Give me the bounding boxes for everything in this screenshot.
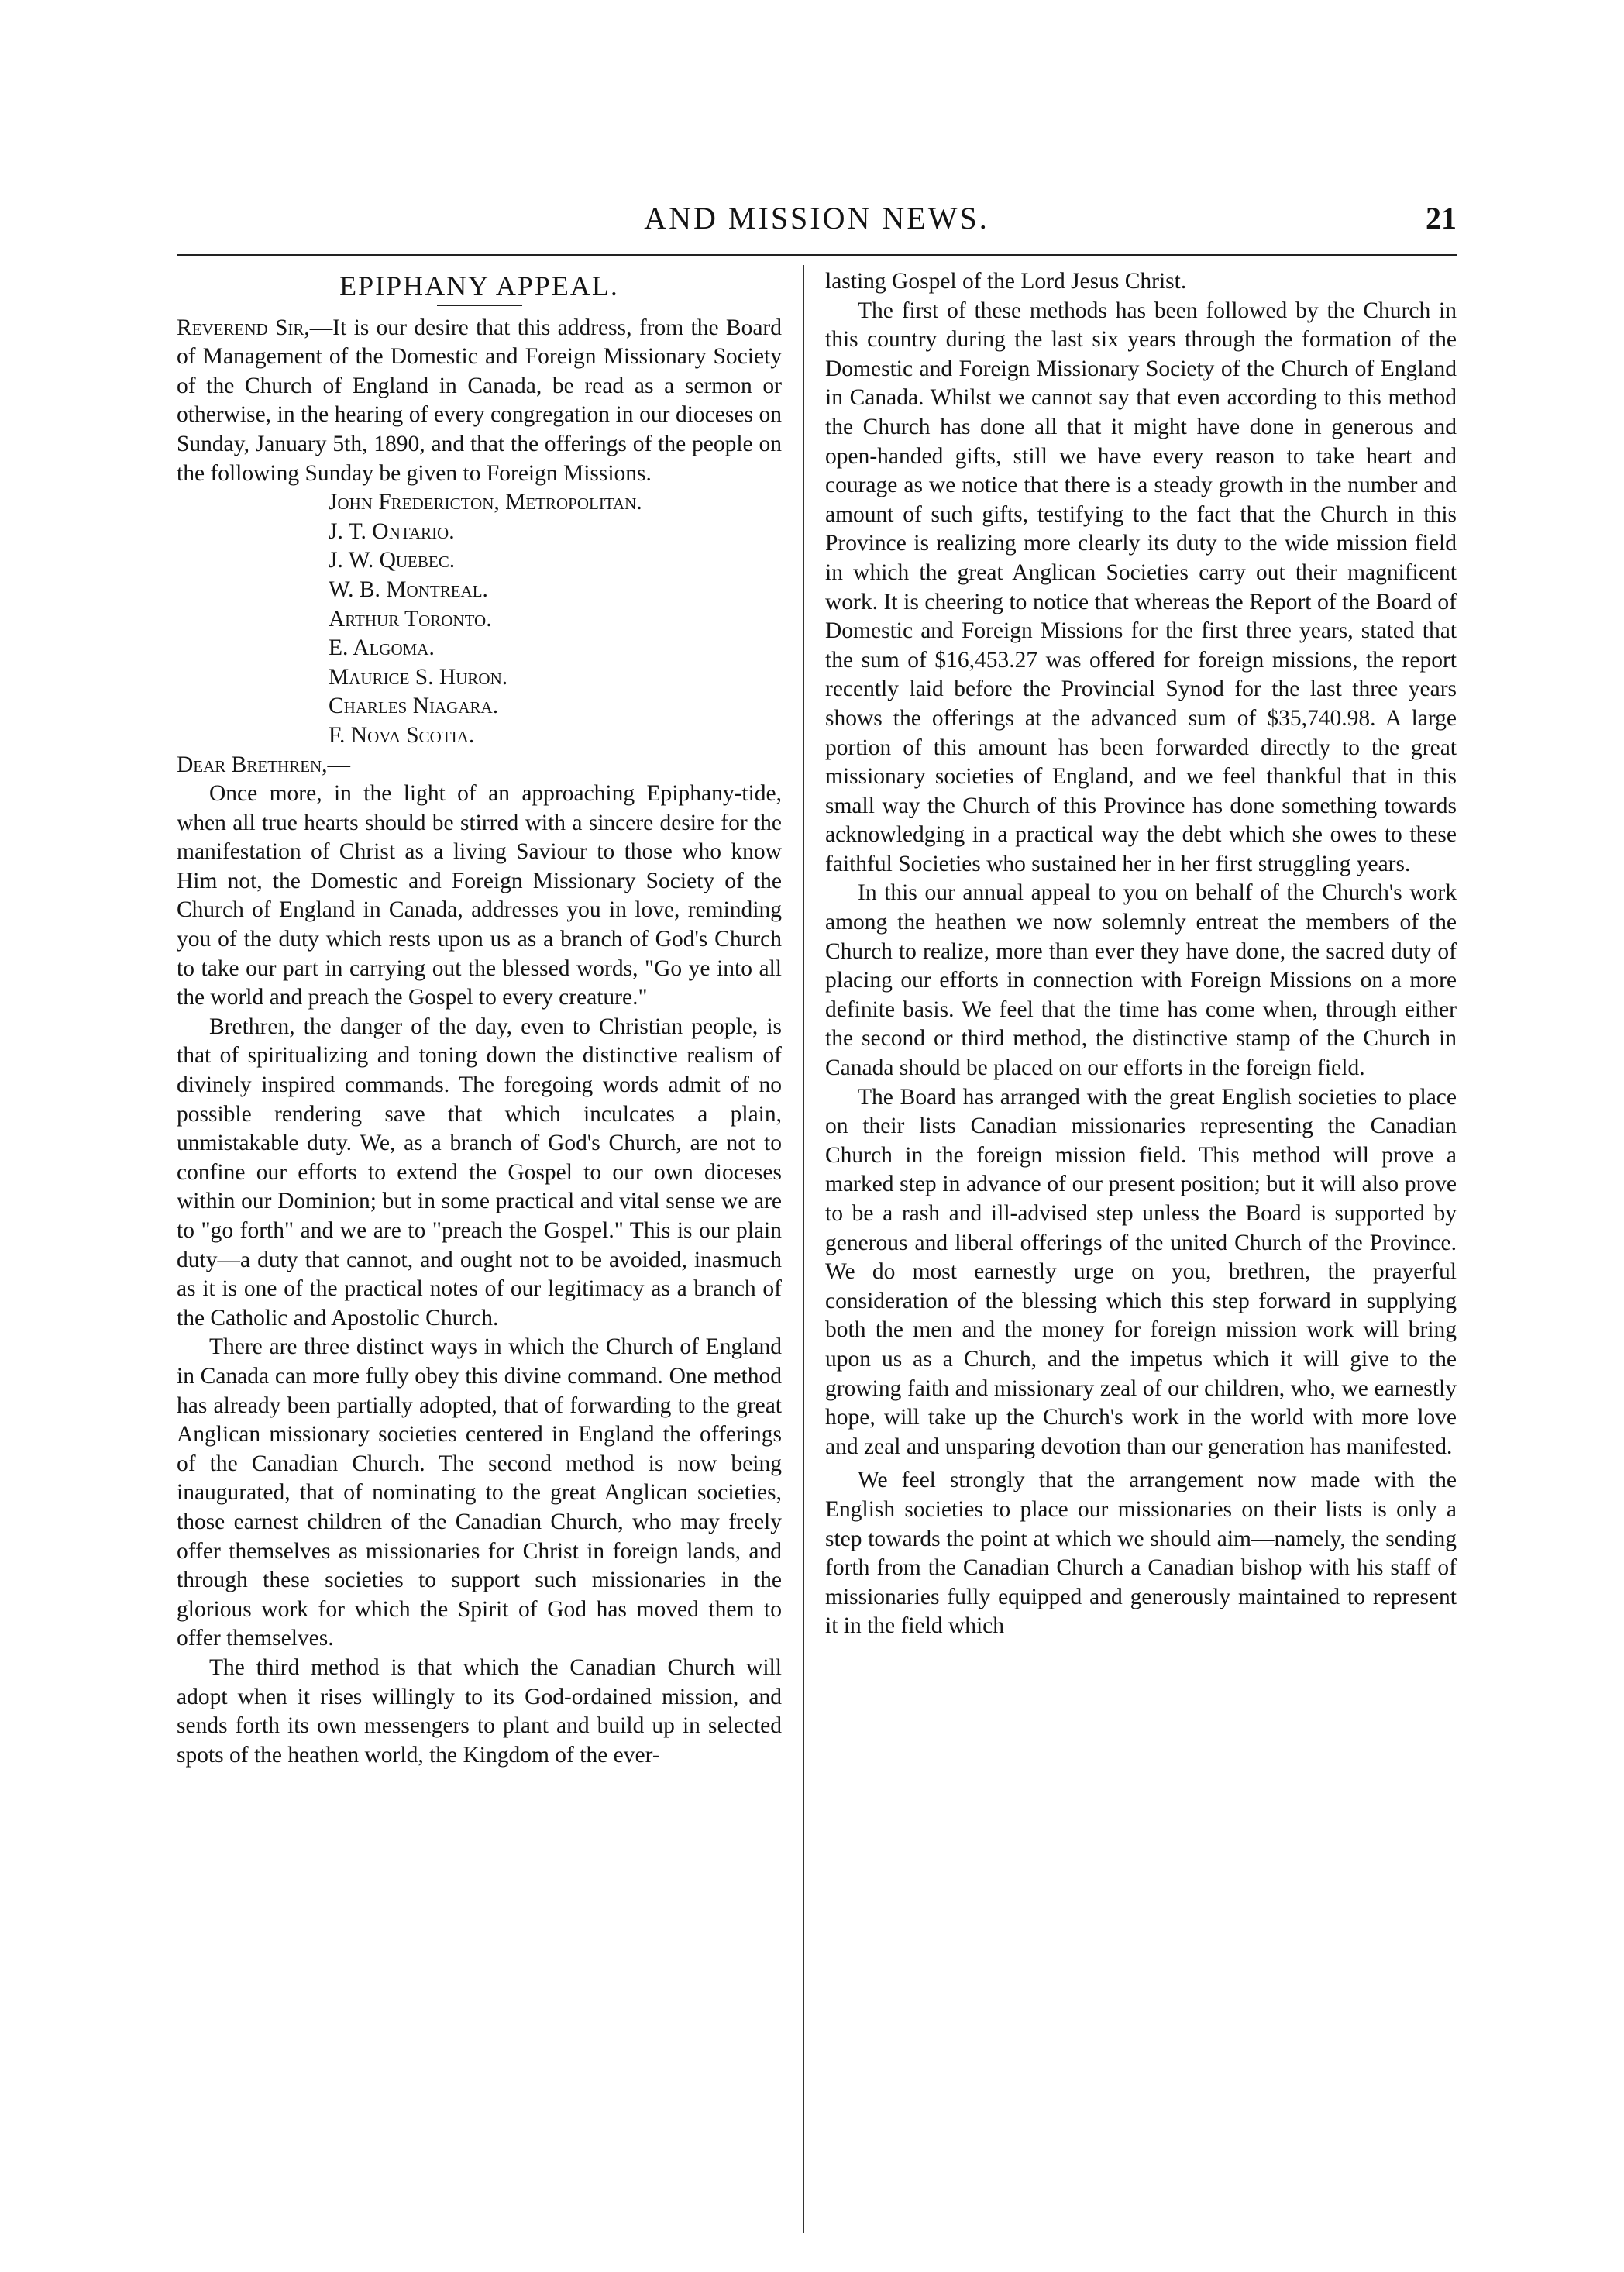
- signatories: [329, 488, 782, 750]
- body-paragraph: In this our annual appeal to you on behalf of the Church's work among the heathen we now solemnly entreat the members of the Church to realize, more than ever they have done, the sacred duty of placing our efforts in connection with Foreign Missions on a more definite basis. We feel that the time has come when, through either the second or third method, the distinctive stamp of the Church in Canada should be placed on our efforts in the foreign field.: [825, 880, 1457, 1081]
- greeting: Dear Brethren,—: [177, 752, 351, 777]
- signatory: Arthur Toronto.: [329, 606, 492, 632]
- body-paragraph: We feel strongly that the arrangement now made with the English societies to place our missionaries on their lists is only a step towards the point at which we should aim—namely, the sending forth from the Canadian Church a Canadian bishop with his staff of missionaries fully equipped and generously maintained to represent it in the field which: [825, 1468, 1457, 1639]
- header-rule: [177, 254, 1457, 256]
- left-column: [177, 267, 782, 1770]
- section-title: EPIPHANY APPEAL.: [339, 270, 619, 301]
- signatory: E. Algoma.: [329, 635, 435, 661]
- signatory: John Fredericton, Metropolitan.: [329, 490, 642, 515]
- intro-paragraph: [177, 314, 782, 489]
- signatory: Maurice S. Huron.: [329, 664, 508, 690]
- signatory: J. W. Quebec.: [329, 548, 456, 573]
- intro-text: —It is our desire that this address, from the Board of Management of the Domestic and Foreign Missionary Society of the Church of England in Canada, be read as a sermon or otherwise, in the hearing of every congregation in our dioceses on Sunday, January 5th, 1890, and that the offerings of the people on the following Sunday be given to Foreign Missions.: [177, 315, 782, 486]
- signatory: Charles Niagara.: [329, 694, 499, 719]
- body-paragraph: The Board has arranged with the great English societies to place on their lists Canadian missionaries representing the Canadian Church in the foreign mission field. This method will prove a marked step in advance of our present position; but it will also prove to be a rash and ill-advised step unless the Board is supported by generous and liberal offerings of the united Church of the Province. We do most earnestly urge on you, brethren, the prayerful consideration of the blessing which this step forward in supplying both the men and the money for foreign mission work will bring upon us as a Church, and the impetus which it will give to the growing faith and missionary zeal of our children, who, we earnestly hope, will take up the Church's work in the world with more love and zeal and unsparing devotion than our generation has manifested.: [825, 1084, 1457, 1459]
- running-head: [177, 200, 1457, 240]
- salutation: Reverend Sir,: [177, 315, 310, 340]
- signatory: F. Nova Scotia.: [329, 722, 475, 748]
- right-column: [825, 267, 1457, 1641]
- page-number: 21: [1426, 201, 1457, 236]
- body-paragraph: The first of these methods has been followed by the Church in this country during the last six years through the formation of the Domestic and Foreign Missionary Society of the Church of England in Canada. Whilst we cannot say that even according to this method the Church has done all that it might have done in generous and open-handed gifts, still we have every reason to take heart and courage as we notice that there is a steady growth in the number and amount of such gifts, testifying to the fact that the Church in this Province is realizing more clearly its duty to the wide mission field in which the great Anglican Societies carry out their magnificent work. It is cheering to notice that whereas the Report of the Board of Domestic and Foreign Missions for the first three years, stated that the sum of $16,453.27 was offered for foreign missions, the report recently laid before the Provincial Synod for the last three years shows the offerings at the advanced sum of $35,740.98. A large portion of this amount has been forwarded directly to the great missionary societies of England, and we feel thankful that in this small way the Church of this Province has done something towards acknowledging in a practical way the debt which she owes to these faithful Societies who sustained her in her first struggling years.: [825, 298, 1457, 876]
- signatory: W. B. Montreal.: [329, 577, 488, 602]
- signatory: J. T. Ontario.: [329, 518, 455, 544]
- running-title: AND MISSION NEWS.: [644, 201, 989, 236]
- continued-paragraph: lasting Gospel of the Lord Jesus Christ.: [825, 269, 1187, 294]
- title-rule: [437, 305, 522, 306]
- column-divider: [803, 265, 804, 2233]
- body-paragraph: Once more, in the light of an approaching Epiphany-tide, when all true hearts should be stirred with a sincere desire for the manifestation of Christ as a living Saviour to those who know Him not, the Domestic and Foreign Missionary Society of the Church of England in Canada, addresses you in love, reminding you of the duty which rests upon us as a branch of God's Church to take our part in carrying out the blessed words, "Go ye into all the world and preach the Gospel to every creature.": [177, 781, 782, 1010]
- body-paragraph: Brethren, the danger of the day, even to Christian people, is that of spiritualizing and toning down the distinctive realism of divinely inspired commands. The foregoing words admit of no possible rendering save that which inculcates a plain, unmistakable duty. We, as a branch of God's Church, are not to confine our efforts to extend the Gospel to our own dioceses within our Dominion; but in some practical and vital sense we are to "go forth" and we are to "preach the Gospel." This is our plain duty—a duty that cannot, and ought not to be avoided, inasmuch as it is one of the practical notes of our legitimacy as a branch of the Catholic and Apostolic Church.: [177, 1014, 782, 1330]
- body-paragraph: There are three distinct ways in which the Church of England in Canada can more fully obey this divine command. One method has already been partially adopted, that of forwarding to the great Anglican missionary societies centered in England the offerings of the Canadian Church. The second method is now being inaugurated, that of nominating to the great Anglican societies, those earnest children of the Canadian Church, who may freely offer themselves as missionaries for Christ in foreign lands, and through these societies to support such missionaries in the glorious work for which the Spirit of God has moved them to offer themselves.: [177, 1334, 782, 1651]
- body-paragraph: The third method is that which the Canadian Church will adopt when it rises willingly to its God-ordained mission, and sends forth its own messengers to plant and build up in selected spots of the heathen world, the Kingdom of the ever-: [177, 1654, 782, 1768]
